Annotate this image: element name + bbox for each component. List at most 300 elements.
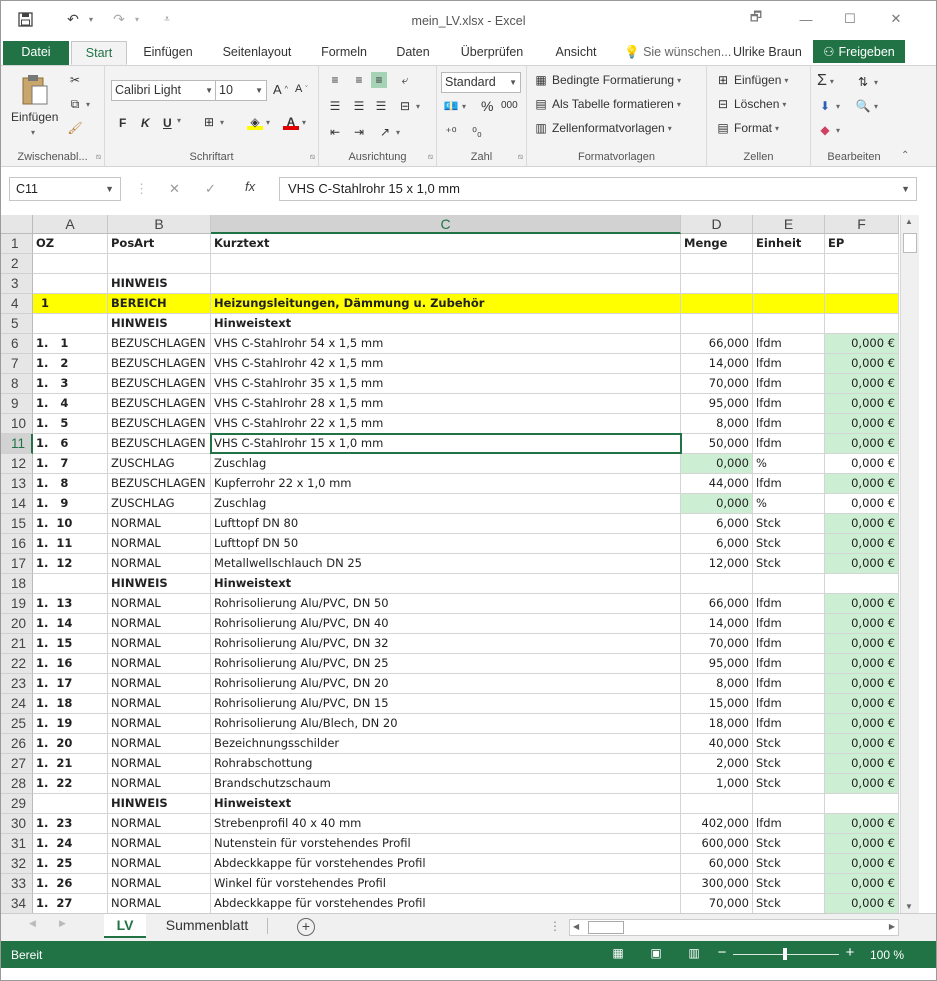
cell-d2[interactable] xyxy=(681,254,753,274)
row-header[interactable]: 6 xyxy=(1,334,33,354)
cell-e12[interactable]: % xyxy=(753,454,825,474)
cell-b30[interactable]: NORMAL xyxy=(108,814,211,834)
cell-e14[interactable]: % xyxy=(753,494,825,514)
row-header[interactable]: 31 xyxy=(1,834,33,854)
cell-b3[interactable]: HINWEIS xyxy=(108,274,211,294)
cell-b19[interactable]: NORMAL xyxy=(108,594,211,614)
cell-f33[interactable]: 0,000 € xyxy=(825,874,899,894)
sheet-tab-lv[interactable]: LV xyxy=(104,914,146,938)
cell-d28[interactable]: 1,000 xyxy=(681,774,753,794)
cell-a6[interactable]: 1. 1 xyxy=(33,334,108,354)
row-header[interactable]: 10 xyxy=(1,414,33,434)
row-header[interactable]: 29 xyxy=(1,794,33,814)
tab-split-icon[interactable]: ⋮ xyxy=(549,919,561,933)
cell-f21[interactable]: 0,000 € xyxy=(825,634,899,654)
cell-c6[interactable]: VHS C-Stahlrohr 54 x 1,5 mm xyxy=(211,334,681,354)
cell-d9[interactable]: 95,000 xyxy=(681,394,753,414)
increase-decimal-icon[interactable]: ⁺⁰ xyxy=(445,125,457,139)
cell-c24[interactable]: Rohrisolierung Alu/PVC, DN 15 xyxy=(211,694,681,714)
cell-f7[interactable]: 0,000 € xyxy=(825,354,899,374)
cell-e2[interactable] xyxy=(753,254,825,274)
font-color-icon[interactable]: A ▾ xyxy=(283,114,306,130)
page-layout-view-icon[interactable]: ▣ xyxy=(650,946,662,960)
tab-datei[interactable]: Datei xyxy=(3,41,69,65)
cell-e21[interactable]: lfdm xyxy=(753,634,825,654)
align-top-icon[interactable]: ≡ xyxy=(331,73,339,87)
cell-b22[interactable]: NORMAL xyxy=(108,654,211,674)
cell-a29[interactable] xyxy=(33,794,108,814)
cell-f26[interactable]: 0,000 € xyxy=(825,734,899,754)
cell-c34[interactable]: Abdeckkappe für vorstehendes Profil xyxy=(211,894,681,913)
fill-icon[interactable]: ⬇ ▾ xyxy=(819,99,841,113)
tab-start[interactable]: Start xyxy=(71,41,127,65)
tab-einfuegen[interactable]: Einfügen xyxy=(143,45,193,59)
column-header-c[interactable]: C xyxy=(211,215,681,234)
cell-c31[interactable]: Nutenstein für vorstehendes Profil xyxy=(211,834,681,854)
cell-d22[interactable]: 95,000 xyxy=(681,654,753,674)
cell-f6[interactable]: 0,000 € xyxy=(825,334,899,354)
cell-f27[interactable]: 0,000 € xyxy=(825,754,899,774)
cell-a28[interactable]: 1. 22 xyxy=(33,774,108,794)
horizontal-scrollbar[interactable] xyxy=(569,919,899,936)
cell-c5[interactable]: Hinweistext xyxy=(211,314,681,334)
row-header[interactable]: 32 xyxy=(1,854,33,874)
cell-d33[interactable]: 300,000 xyxy=(681,874,753,894)
percent-button[interactable]: % xyxy=(481,98,494,114)
shrink-font-icon[interactable]: A ˇ xyxy=(295,83,308,95)
cell-c20[interactable]: Rohrisolierung Alu/PVC, DN 40 xyxy=(211,614,681,634)
cell-a1[interactable]: OZ xyxy=(33,234,108,254)
cell-c23[interactable]: Rohrisolierung Alu/PVC, DN 20 xyxy=(211,674,681,694)
cell-e11[interactable]: lfdm xyxy=(753,434,825,454)
cell-c16[interactable]: Lufttopf DN 50 xyxy=(211,534,681,554)
column-header-a[interactable]: A xyxy=(33,215,108,234)
cell-a33[interactable]: 1. 26 xyxy=(33,874,108,894)
tab-ansicht[interactable]: Ansicht xyxy=(555,45,597,59)
format-cells-button[interactable]: ▤ Format ▾ xyxy=(715,120,779,136)
zoom-in-icon[interactable]: + xyxy=(845,944,855,961)
cell-d27[interactable]: 2,000 xyxy=(681,754,753,774)
format-painter-icon[interactable]: 🖌 xyxy=(67,121,83,135)
row-header[interactable]: 25 xyxy=(1,714,33,734)
cell-a31[interactable]: 1. 24 xyxy=(33,834,108,854)
user-name[interactable]: Ulrike Braun xyxy=(733,45,802,59)
font-launcher-icon[interactable]: ⧅ xyxy=(309,152,315,161)
column-header-f[interactable]: F xyxy=(825,215,899,234)
paste-dropdown-icon[interactable]: ▾ xyxy=(31,128,36,137)
decrease-decimal-icon[interactable]: ⁰₀ xyxy=(472,125,482,139)
cell-c11[interactable]: VHS C-Stahlrohr 15 x 1,0 mm xyxy=(211,434,681,454)
cell-f30[interactable]: 0,000 € xyxy=(825,814,899,834)
cell-c26[interactable]: Bezeichnungsschilder xyxy=(211,734,681,754)
cell-d8[interactable]: 70,000 xyxy=(681,374,753,394)
cell-e26[interactable]: Stck xyxy=(753,734,825,754)
cell-c1[interactable]: Kurztext xyxy=(211,234,681,254)
cell-d13[interactable]: 44,000 xyxy=(681,474,753,494)
row-header[interactable]: 3 xyxy=(1,274,33,294)
row-header[interactable]: 16 xyxy=(1,534,33,554)
italic-button[interactable]: K xyxy=(141,116,150,130)
cell-c12[interactable]: Zuschlag xyxy=(211,454,681,474)
spreadsheet-grid[interactable] xyxy=(1,215,899,913)
cell-d14[interactable]: 0,000 xyxy=(681,494,753,514)
cell-e32[interactable]: Stck xyxy=(753,854,825,874)
cell-a23[interactable]: 1. 17 xyxy=(33,674,108,694)
cell-e13[interactable]: lfdm xyxy=(753,474,825,494)
row-header[interactable]: 21 xyxy=(1,634,33,654)
cell-a10[interactable]: 1. 5 xyxy=(33,414,108,434)
row-header[interactable]: 17 xyxy=(1,554,33,574)
cell-e25[interactable]: lfdm xyxy=(753,714,825,734)
cell-a7[interactable]: 1. 2 xyxy=(33,354,108,374)
cell-e10[interactable]: lfdm xyxy=(753,414,825,434)
cell-b31[interactable]: NORMAL xyxy=(108,834,211,854)
insert-function-icon[interactable]: fx xyxy=(245,179,256,194)
cell-f12[interactable]: 0,000 € xyxy=(825,454,899,474)
cell-d10[interactable]: 8,000 xyxy=(681,414,753,434)
merge-center-icon[interactable]: ⊟ ▾ xyxy=(399,99,421,113)
enter-icon[interactable]: ✓ xyxy=(205,181,216,196)
borders-icon[interactable]: ⊞ ▾ xyxy=(203,115,225,129)
cell-d6[interactable]: 66,000 xyxy=(681,334,753,354)
delete-cells-button[interactable]: ⊟ Löschen ▾ xyxy=(715,96,786,112)
cell-f24[interactable]: 0,000 € xyxy=(825,694,899,714)
cell-a14[interactable]: 1. 9 xyxy=(33,494,108,514)
number-format-combo[interactable] xyxy=(441,72,521,93)
cell-e34[interactable]: Stck xyxy=(753,894,825,913)
cell-a19[interactable]: 1. 13 xyxy=(33,594,108,614)
cell-f4[interactable] xyxy=(825,294,899,314)
cell-b4[interactable]: BEREICH xyxy=(108,294,211,314)
cell-c28[interactable]: Brandschutzschaum xyxy=(211,774,681,794)
cell-d7[interactable]: 14,000 xyxy=(681,354,753,374)
row-header[interactable]: 26 xyxy=(1,734,33,754)
cell-a32[interactable]: 1. 25 xyxy=(33,854,108,874)
font-size-combo[interactable] xyxy=(215,80,267,101)
cell-c7[interactable]: VHS C-Stahlrohr 42 x 1,5 mm xyxy=(211,354,681,374)
cell-d11[interactable]: 50,000 xyxy=(681,434,753,454)
cell-b10[interactable]: BEZUSCHLAGEN xyxy=(108,414,211,434)
cell-d34[interactable]: 70,000 xyxy=(681,894,753,913)
cell-b18[interactable]: HINWEIS xyxy=(108,574,211,594)
cell-c18[interactable]: Hinweistext xyxy=(211,574,681,594)
collapse-ribbon-icon[interactable]: ⌃ xyxy=(901,150,910,161)
cell-d16[interactable]: 6,000 xyxy=(681,534,753,554)
cell-b23[interactable]: NORMAL xyxy=(108,674,211,694)
row-header[interactable]: 2 xyxy=(1,254,33,274)
row-header[interactable]: 19 xyxy=(1,594,33,614)
scroll-down-icon[interactable]: ▼ xyxy=(905,902,913,911)
cell-a12[interactable]: 1. 7 xyxy=(33,454,108,474)
cell-b27[interactable]: NORMAL xyxy=(108,754,211,774)
scroll-left-icon[interactable]: ◀ xyxy=(573,922,580,931)
row-header[interactable]: 20 xyxy=(1,614,33,634)
add-sheet-icon[interactable]: + xyxy=(297,918,315,936)
cell-b20[interactable]: NORMAL xyxy=(108,614,211,634)
cell-styles-button[interactable]: ▥ Zellenformatvorlagen ▾ xyxy=(533,120,672,136)
copy-icon[interactable]: ⧉ ▾ xyxy=(70,97,91,111)
underline-button[interactable]: U xyxy=(163,116,172,130)
column-header-e[interactable]: E xyxy=(753,215,825,234)
conditional-formatting-button[interactable]: ▦ Bedingte Formatierung ▾ xyxy=(533,72,681,88)
cell-b16[interactable]: NORMAL xyxy=(108,534,211,554)
cell-a2[interactable] xyxy=(33,254,108,274)
paste-button[interactable]: Einfügen xyxy=(11,110,59,124)
cell-f23[interactable]: 0,000 € xyxy=(825,674,899,694)
cut-icon[interactable]: ✂ xyxy=(69,73,81,87)
cell-e9[interactable]: lfdm xyxy=(753,394,825,414)
cancel-icon[interactable]: ✕ xyxy=(169,181,180,196)
cell-c21[interactable]: Rohrisolierung Alu/PVC, DN 32 xyxy=(211,634,681,654)
paste-icon[interactable] xyxy=(21,74,49,106)
insert-cells-button[interactable]: ⊞ Einfügen ▾ xyxy=(715,72,788,88)
decrease-indent-icon[interactable]: ⇤ xyxy=(329,125,341,139)
font-name-combo[interactable] xyxy=(111,80,217,101)
expand-formula-icon[interactable]: ▼ xyxy=(901,184,910,194)
cell-e19[interactable]: lfdm xyxy=(753,594,825,614)
cell-e20[interactable]: lfdm xyxy=(753,614,825,634)
cell-f25[interactable]: 0,000 € xyxy=(825,714,899,734)
find-select-icon[interactable]: 🔍 ▾ xyxy=(855,99,879,113)
orientation-icon[interactable]: ↗ ▾ xyxy=(379,125,401,139)
maximize-icon[interactable]: ☐ xyxy=(844,11,856,26)
cell-d31[interactable]: 600,000 xyxy=(681,834,753,854)
cell-c22[interactable]: Rohrisolierung Alu/PVC, DN 25 xyxy=(211,654,681,674)
cell-b6[interactable]: BEZUSCHLAGEN xyxy=(108,334,211,354)
tab-seitenlayout[interactable]: Seitenlayout xyxy=(222,45,292,59)
tab-daten[interactable]: Daten xyxy=(396,45,430,59)
cell-c32[interactable]: Abdeckkappe für vorstehendes Profil xyxy=(211,854,681,874)
cell-a5[interactable] xyxy=(33,314,108,334)
row-header[interactable]: 9 xyxy=(1,394,33,414)
cell-f18[interactable] xyxy=(825,574,899,594)
cell-b24[interactable]: NORMAL xyxy=(108,694,211,714)
column-header-d[interactable]: D xyxy=(681,215,753,234)
row-header[interactable]: 27 xyxy=(1,754,33,774)
cell-f14[interactable]: 0,000 € xyxy=(825,494,899,514)
row-header[interactable]: 15 xyxy=(1,514,33,534)
number-launcher-icon[interactable]: ⧅ xyxy=(517,152,523,161)
cell-a15[interactable]: 1. 10 xyxy=(33,514,108,534)
cell-d1[interactable]: Menge xyxy=(681,234,753,254)
align-left-icon[interactable]: ☰ xyxy=(329,99,341,113)
cell-e4[interactable] xyxy=(753,294,825,314)
cell-f31[interactable]: 0,000 € xyxy=(825,834,899,854)
page-break-view-icon[interactable]: ▥ xyxy=(688,946,700,960)
cell-a9[interactable]: 1. 4 xyxy=(33,394,108,414)
cell-f9[interactable]: 0,000 € xyxy=(825,394,899,414)
cell-f1[interactable]: EP xyxy=(825,234,899,254)
cell-c15[interactable]: Lufttopf DN 80 xyxy=(211,514,681,534)
cell-f15[interactable]: 0,000 € xyxy=(825,514,899,534)
row-header[interactable]: 28 xyxy=(1,774,33,794)
cell-a26[interactable]: 1. 20 xyxy=(33,734,108,754)
cell-c2[interactable] xyxy=(211,254,681,274)
tab-formeln[interactable]: Formeln xyxy=(321,45,367,59)
fill-color-icon[interactable]: ◈ ▾ xyxy=(247,114,270,130)
cell-b2[interactable] xyxy=(108,254,211,274)
cell-f5[interactable] xyxy=(825,314,899,334)
cell-b12[interactable]: ZUSCHLAG xyxy=(108,454,211,474)
cell-b14[interactable]: ZUSCHLAG xyxy=(108,494,211,514)
formula-input[interactable] xyxy=(279,177,917,201)
sheet-tab-summenblatt[interactable]: Summenblatt xyxy=(165,917,249,933)
format-as-table-button[interactable]: ▤ Als Tabelle formatieren ▾ xyxy=(533,96,681,112)
cell-f17[interactable]: 0,000 € xyxy=(825,554,899,574)
cell-c17[interactable]: Metallwellschlauch DN 25 xyxy=(211,554,681,574)
row-header[interactable]: 34 xyxy=(1,894,33,913)
cell-d23[interactable]: 8,000 xyxy=(681,674,753,694)
vertical-scroll-thumb[interactable] xyxy=(903,233,917,253)
cell-a16[interactable]: 1. 11 xyxy=(33,534,108,554)
redo-dropdown-icon[interactable]: ▾ xyxy=(134,14,139,24)
cell-b29[interactable]: HINWEIS xyxy=(108,794,211,814)
cell-a27[interactable]: 1. 21 xyxy=(33,754,108,774)
undo-dropdown-icon[interactable]: ▾ xyxy=(88,14,93,24)
cell-e29[interactable] xyxy=(753,794,825,814)
cell-a20[interactable]: 1. 14 xyxy=(33,614,108,634)
row-header[interactable]: 23 xyxy=(1,674,33,694)
cell-f19[interactable]: 0,000 € xyxy=(825,594,899,614)
cell-a22[interactable]: 1. 16 xyxy=(33,654,108,674)
cell-a25[interactable]: 1. 19 xyxy=(33,714,108,734)
row-header[interactable]: 24 xyxy=(1,694,33,714)
zoom-slider-knob[interactable] xyxy=(783,948,787,960)
cell-e28[interactable]: Stck xyxy=(753,774,825,794)
cell-e23[interactable]: lfdm xyxy=(753,674,825,694)
align-middle-icon[interactable]: ≡ xyxy=(355,73,363,87)
cell-d12[interactable]: 0,000 xyxy=(681,454,753,474)
prev-sheet-icon[interactable]: ◀ xyxy=(29,918,36,928)
cell-d18[interactable] xyxy=(681,574,753,594)
cell-b32[interactable]: NORMAL xyxy=(108,854,211,874)
cell-a8[interactable]: 1. 3 xyxy=(33,374,108,394)
cell-e31[interactable]: Stck xyxy=(753,834,825,854)
column-header-b[interactable]: B xyxy=(108,215,211,234)
cell-f10[interactable]: 0,000 € xyxy=(825,414,899,434)
cell-b15[interactable]: NORMAL xyxy=(108,514,211,534)
cell-f16[interactable]: 0,000 € xyxy=(825,534,899,554)
cell-f2[interactable] xyxy=(825,254,899,274)
cell-a24[interactable]: 1. 18 xyxy=(33,694,108,714)
cell-c4[interactable]: Heizungsleitungen, Dämmung u. Zubehör xyxy=(211,294,681,314)
cell-d5[interactable] xyxy=(681,314,753,334)
cell-d17[interactable]: 12,000 xyxy=(681,554,753,574)
cell-f28[interactable]: 0,000 € xyxy=(825,774,899,794)
row-header[interactable]: 8 xyxy=(1,374,33,394)
name-box[interactable] xyxy=(9,177,121,201)
cell-f22[interactable]: 0,000 € xyxy=(825,654,899,674)
cell-e5[interactable] xyxy=(753,314,825,334)
cell-c8[interactable]: VHS C-Stahlrohr 35 x 1,5 mm xyxy=(211,374,681,394)
cell-a17[interactable]: 1. 12 xyxy=(33,554,108,574)
cell-e27[interactable]: Stck xyxy=(753,754,825,774)
customize-icon[interactable]: ⩡ xyxy=(164,13,170,25)
cell-b26[interactable]: NORMAL xyxy=(108,734,211,754)
cell-b34[interactable]: NORMAL xyxy=(108,894,211,913)
minimize-icon[interactable]: — xyxy=(799,11,813,27)
scroll-right-icon[interactable]: ▶ xyxy=(888,922,895,931)
cell-b11[interactable]: BEZUSCHLAGEN xyxy=(108,434,211,454)
cell-c13[interactable]: Kupferrohr 22 x 1,0 mm xyxy=(211,474,681,494)
cell-b7[interactable]: BEZUSCHLAGEN xyxy=(108,354,211,374)
cell-b8[interactable]: BEZUSCHLAGEN xyxy=(108,374,211,394)
sort-filter-icon[interactable]: ⇅ ▾ xyxy=(857,75,879,89)
row-header[interactable]: 13 xyxy=(1,474,33,494)
autosum-icon[interactable]: Σ ▾ xyxy=(817,72,834,89)
cell-e33[interactable]: Stck xyxy=(753,874,825,894)
cell-f32[interactable]: 0,000 € xyxy=(825,854,899,874)
cell-c19[interactable]: Rohrisolierung Alu/PVC, DN 50 xyxy=(211,594,681,614)
cell-b5[interactable]: HINWEIS xyxy=(108,314,211,334)
underline-dropdown-icon[interactable]: ▾ xyxy=(177,116,182,125)
cell-e18[interactable] xyxy=(753,574,825,594)
cell-f8[interactable]: 0,000 € xyxy=(825,374,899,394)
cell-a13[interactable]: 1. 8 xyxy=(33,474,108,494)
align-center-icon[interactable]: ☰ xyxy=(353,99,365,113)
cell-d26[interactable]: 40,000 xyxy=(681,734,753,754)
align-bottom-icon[interactable]: ≡ xyxy=(371,72,387,88)
cell-a11[interactable]: 1. 6 xyxy=(33,434,108,454)
wrap-text-icon[interactable]: ⤶ xyxy=(401,73,409,87)
cell-e15[interactable]: Stck xyxy=(753,514,825,534)
row-header[interactable]: 1 xyxy=(1,234,33,254)
cell-d20[interactable]: 14,000 xyxy=(681,614,753,634)
cell-d21[interactable]: 70,000 xyxy=(681,634,753,654)
cell-c25[interactable]: Rohrisolierung Alu/Blech, DN 20 xyxy=(211,714,681,734)
cell-b25[interactable]: NORMAL xyxy=(108,714,211,734)
cell-b13[interactable]: BEZUSCHLAGEN xyxy=(108,474,211,494)
ribbon-display-icon[interactable]: 🗗 xyxy=(749,9,763,24)
cell-e3[interactable] xyxy=(753,274,825,294)
zoom-level[interactable]: 100 % xyxy=(870,948,905,962)
cell-d29[interactable] xyxy=(681,794,753,814)
cell-e22[interactable]: lfdm xyxy=(753,654,825,674)
cell-d19[interactable]: 66,000 xyxy=(681,594,753,614)
row-header[interactable]: 4 xyxy=(1,294,33,314)
clear-icon[interactable]: ◆ ▾ xyxy=(820,123,841,137)
cell-c14[interactable]: Zuschlag xyxy=(211,494,681,514)
vertical-scrollbar[interactable] xyxy=(900,215,919,913)
cell-b17[interactable]: NORMAL xyxy=(108,554,211,574)
cell-e8[interactable]: lfdm xyxy=(753,374,825,394)
cell-a30[interactable]: 1. 23 xyxy=(33,814,108,834)
grow-font-icon[interactable]: A ^ xyxy=(273,82,288,97)
currency-icon[interactable]: 💶 ▾ xyxy=(443,99,467,113)
tell-me-box[interactable] xyxy=(624,45,731,60)
cell-d24[interactable]: 15,000 xyxy=(681,694,753,714)
cell-d30[interactable]: 402,000 xyxy=(681,814,753,834)
row-header[interactable]: 12 xyxy=(1,454,33,474)
cell-e30[interactable]: lfdm xyxy=(753,814,825,834)
horizontal-scroll-thumb[interactable] xyxy=(588,921,624,934)
cell-f11[interactable]: 0,000 € xyxy=(825,434,899,454)
row-header[interactable]: 5 xyxy=(1,314,33,334)
cell-e24[interactable]: lfdm xyxy=(753,694,825,714)
alignment-launcher-icon[interactable]: ⧅ xyxy=(427,152,433,161)
redo-icon[interactable]: ↷ xyxy=(113,10,125,27)
clipboard-launcher-icon[interactable]: ⧅ xyxy=(95,152,101,161)
cell-a21[interactable]: 1. 15 xyxy=(33,634,108,654)
cell-c30[interactable]: Strebenprofil 40 x 40 mm xyxy=(211,814,681,834)
cell-e1[interactable]: Einheit xyxy=(753,234,825,254)
row-header[interactable]: 33 xyxy=(1,874,33,894)
cell-d25[interactable]: 18,000 xyxy=(681,714,753,734)
cell-c10[interactable]: VHS C-Stahlrohr 22 x 1,5 mm xyxy=(211,414,681,434)
row-header[interactable]: 22 xyxy=(1,654,33,674)
row-header[interactable]: 11 xyxy=(1,434,33,454)
cell-a34[interactable]: 1. 27 xyxy=(33,894,108,913)
